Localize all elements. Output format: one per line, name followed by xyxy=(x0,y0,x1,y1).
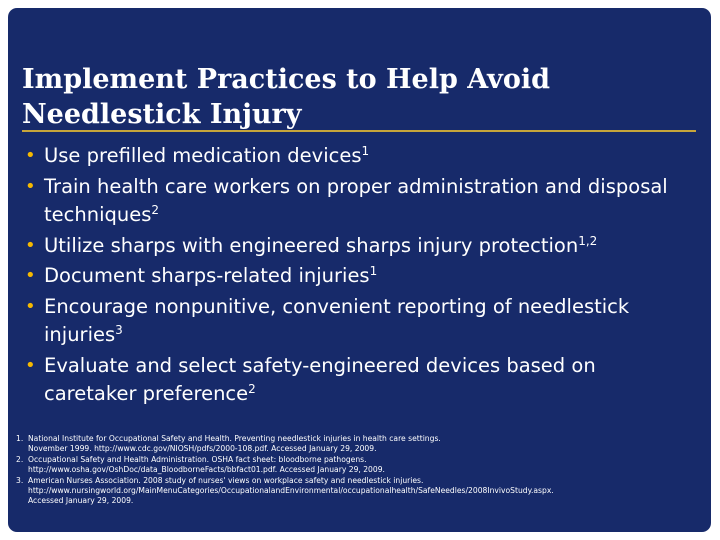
title-line-1: Implement Practices to Help Avoid xyxy=(22,64,550,95)
bullet-text: Use prefilled medication devices xyxy=(44,144,362,167)
reference-item xyxy=(16,434,706,455)
reference-number: 1. xyxy=(16,434,24,443)
bullet-text: Encourage nonpunitive, convenient reporting of needlestick injuries xyxy=(44,294,630,346)
title-divider xyxy=(22,130,696,132)
bullet-dot-icon: • xyxy=(25,354,36,376)
bullet-dot-icon: • xyxy=(25,234,36,256)
bullet-text: Utilize sharps with engineered sharps injury protection xyxy=(44,233,579,257)
citation-marker: 3 xyxy=(115,323,123,337)
bullet-list xyxy=(22,142,692,411)
bullet-dot-icon: • xyxy=(25,145,36,166)
bullet-text: Train health care workers on proper administration and disposal techniques xyxy=(44,174,668,226)
reference-number: 2. xyxy=(16,454,24,464)
citation-marker: 1 xyxy=(369,264,378,278)
bullet-dot-icon: • xyxy=(25,295,36,317)
reference-text: http://www.osha.gov/OshDoc/data_BloodborneFacts/bbfact01.pdf. Accessed January 29, 2009. xyxy=(28,465,385,475)
reference-text: Accessed January 29, 2009. xyxy=(28,496,134,506)
citation-marker: 2 xyxy=(248,382,256,396)
reference-text: National Institute for Occupational Safety and Health. Preventing needlestick injuries in health care settings. xyxy=(28,434,441,443)
bullet-item xyxy=(22,352,692,409)
title-line-2: Needlestick Injury xyxy=(22,99,302,130)
reference-item xyxy=(16,455,706,476)
bullet-item xyxy=(22,293,692,350)
citation-marker: 1,2 xyxy=(578,233,598,248)
citation-marker: 1 xyxy=(361,144,370,158)
reference-text: November 1999. http://www.cdc.gov/NIOSH/pdfs/2000-108.pdf. Accessed January 29, 2009. xyxy=(28,444,377,454)
bullet-text: Evaluate and select safety-engineered devices based on caretaker preference xyxy=(44,353,596,405)
bullet-item xyxy=(22,142,692,171)
bullet-item xyxy=(22,232,692,261)
bullet-item xyxy=(22,173,692,230)
bullet-text: Document sharps-related injuries xyxy=(44,264,370,287)
reference-item xyxy=(16,476,706,507)
slide-title xyxy=(22,62,682,132)
reference-number: 3. xyxy=(16,475,24,485)
citation-marker: 2 xyxy=(151,203,160,217)
slide xyxy=(8,8,711,532)
bullet-dot-icon: • xyxy=(25,175,36,197)
bullet-item xyxy=(22,262,692,291)
reference-text: Occupational Safety and Health Administration. OSHA fact sheet: bloodborne pathogens. xyxy=(28,454,367,464)
reference-text: http://www.nursingworld.org/MainMenuCategories/OccupationalandEnvironmental/occupationalhealth/SafeNeedles/2008InvivoStudy.aspx. xyxy=(28,486,554,496)
reference-text: American Nurses Association. 2008 study of nurses' views on workplace safety and needlestick injuries. xyxy=(28,475,424,485)
bullet-dot-icon: • xyxy=(25,265,36,286)
reference-list xyxy=(16,434,706,507)
